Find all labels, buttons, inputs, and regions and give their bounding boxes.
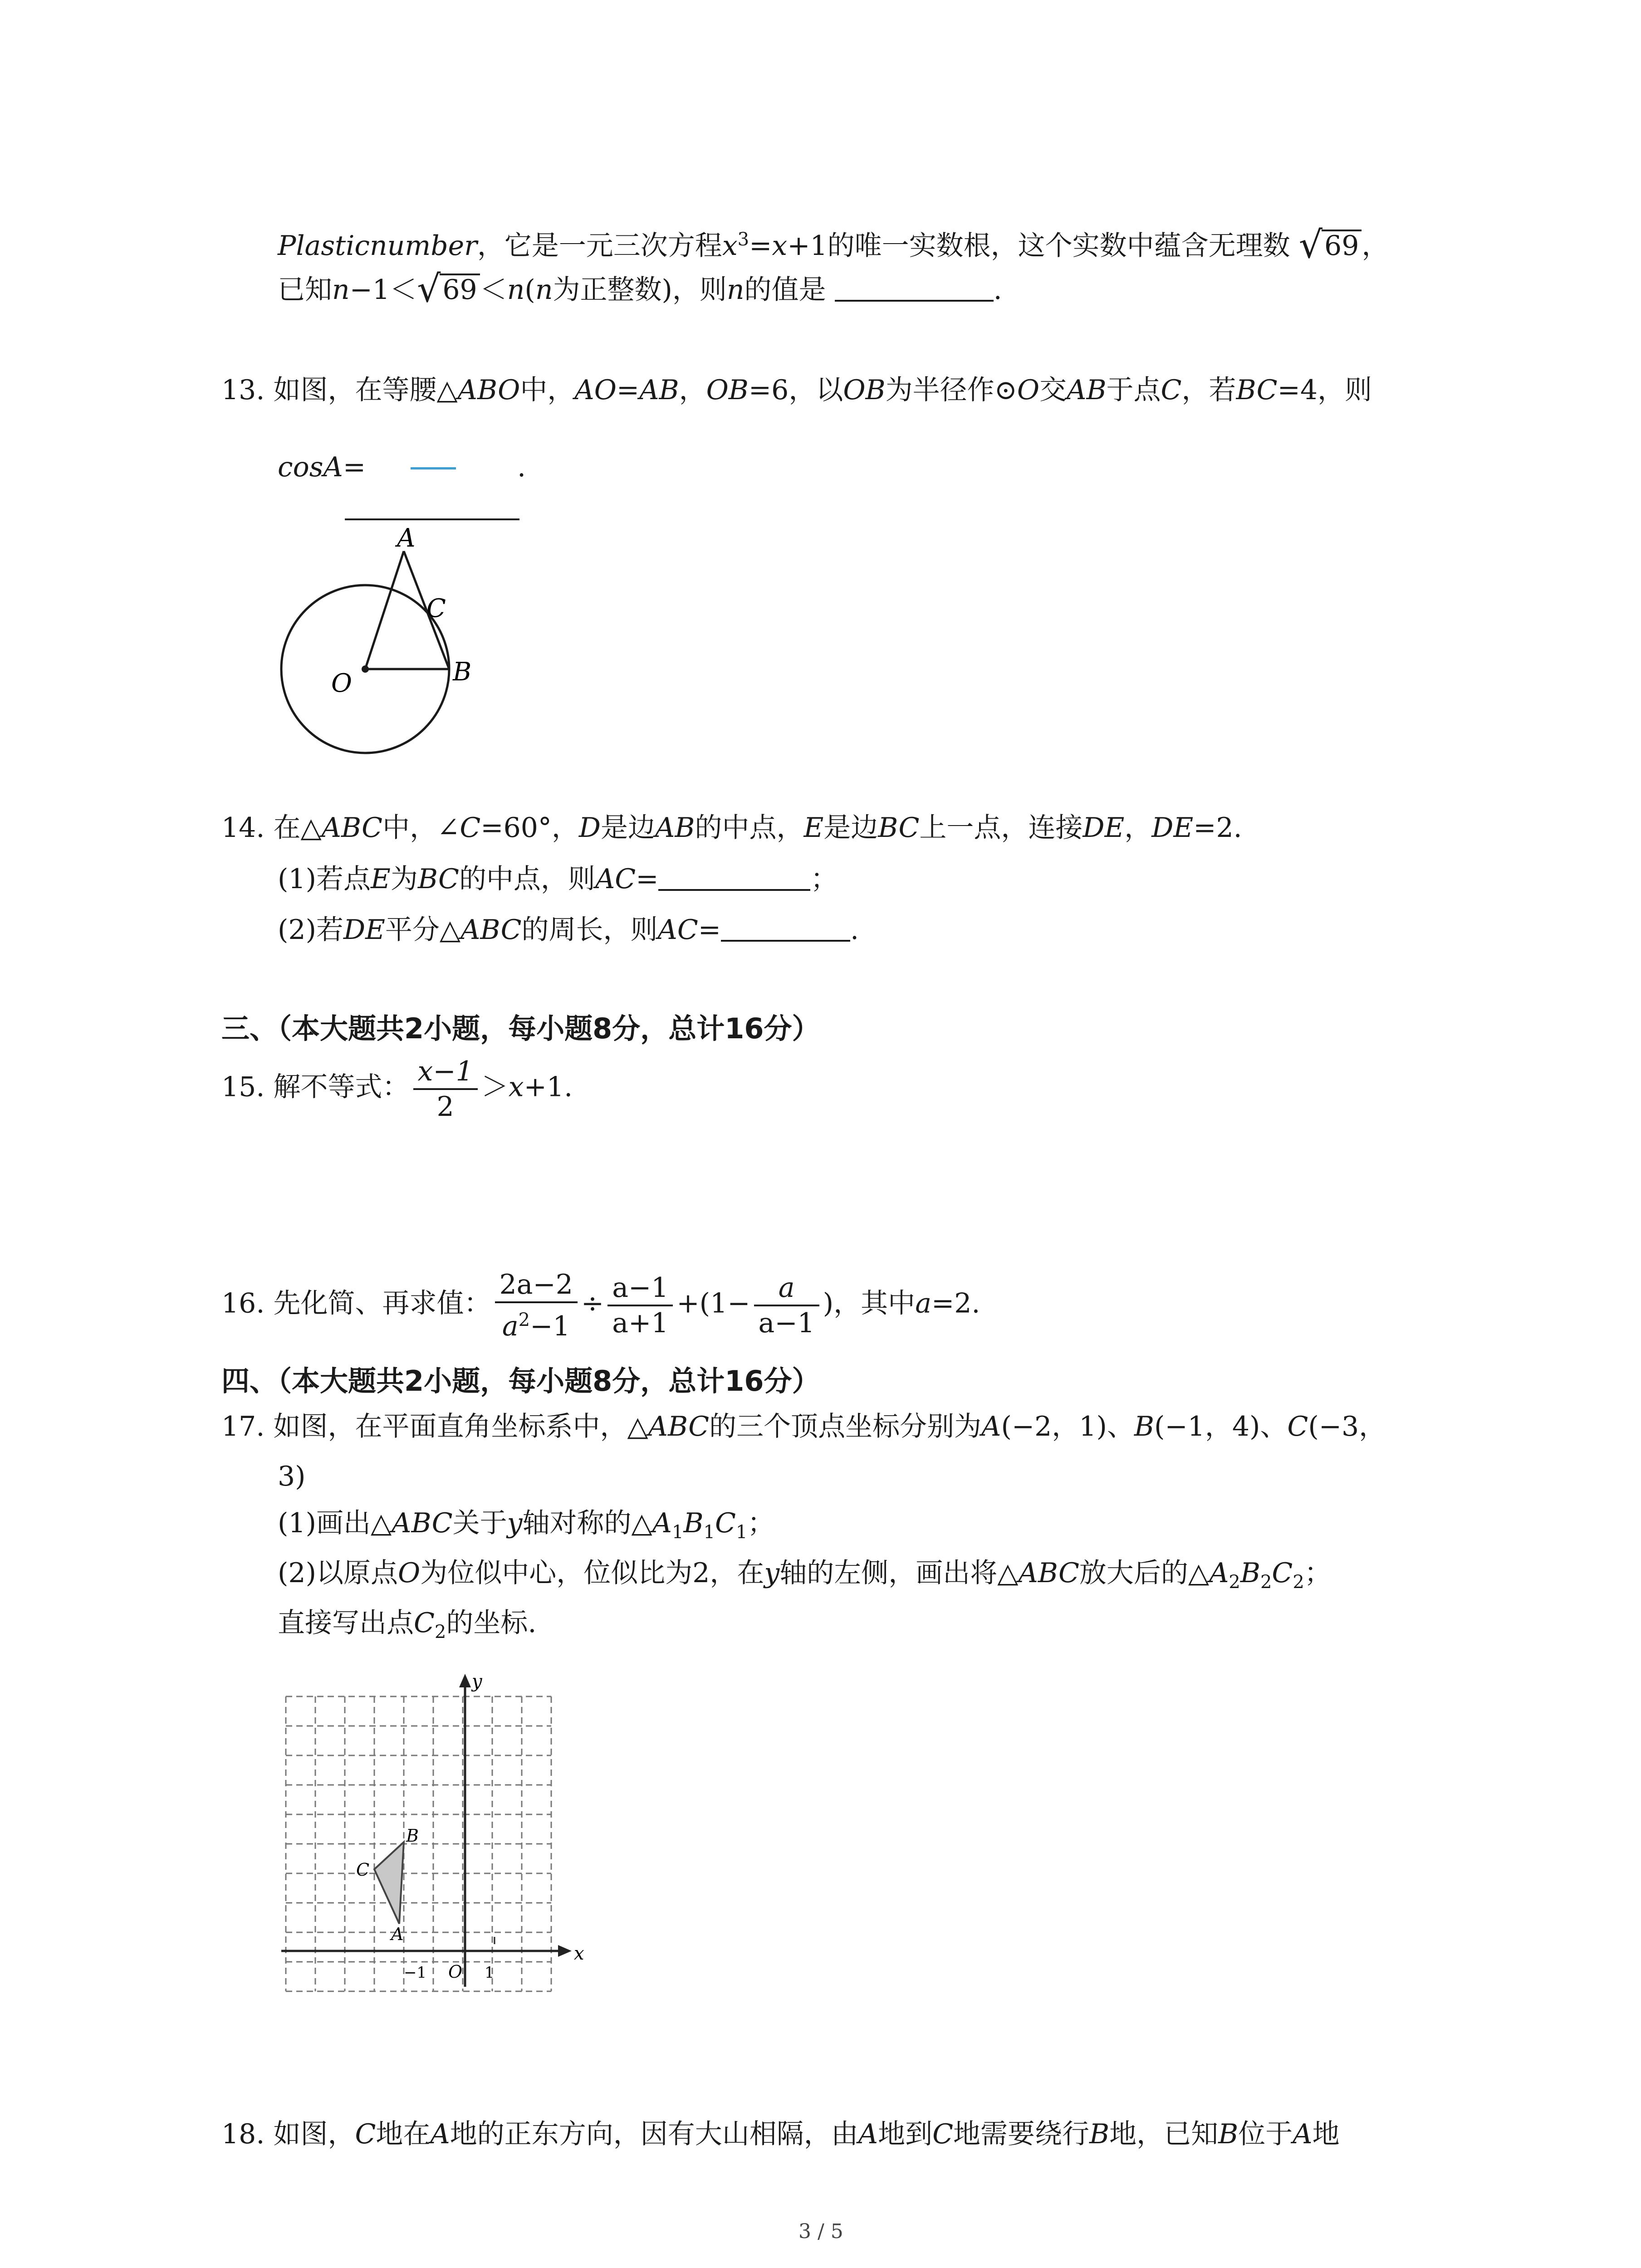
point-label-A: A [391,1924,404,1944]
q17-line1: 17. 如图，在平面直角坐标系中，△ABC的三个顶点坐标分别为A(−2，1)、B(−1，4)、C(−3， [221,1411,1386,1442]
triangle-ABC [374,1842,404,1924]
label-C: C [426,594,446,623]
point-label-B: B [406,1826,419,1846]
q17-line3: (1)画出△ABC关于y轴对称的$\triangle A_1B_1C_1$； [278,1507,775,1543]
label-O: O [331,669,352,698]
sqrt-icon: √ [417,268,441,311]
point-label-C: C [356,1860,370,1880]
q17-line4: (2)以原点O为位似中心，位似比为2，在y轴的左侧，画出将△ABC放大后的$\triangle A_2B_2C_2$； [278,1557,1332,1593]
fraction: $\frac{a}{a-1}$ [754,1271,819,1340]
fraction: $\frac{2a-2}{a^2-1}$ [495,1268,578,1343]
fraction: $\frac{x-1}{2}$ [413,1055,478,1124]
answer-dash [411,467,456,469]
q15: 15. 解不等式： $\frac{x-1}{2}$ ＞x+1. [221,1056,573,1123]
tick-label-neg1: −1 [404,1964,427,1982]
label-B: B [453,657,472,687]
q17-line5: 直接写出点$C_2$的坐标. [278,1607,537,1642]
q18-line1: 18. 如图，C地在A地的正东方向，因有大山相隔，由A地到C地需要绕行B地，已知B位于A地 [221,2118,1340,2150]
coordinate-grid-figure [272,1669,590,1996]
tick-label-1: 1 [485,1964,495,1982]
y-axis-arrow-icon [459,1674,471,1687]
q16: 16. 先化简、再求值： $\frac{2a-2}{a^2-1}$ ÷ $\frac{a-1}{a+1}$ +(1− $\frac{a}{a-1}$ )，其中a=2. [221,1269,980,1342]
q14-line1: 14. 在△ABC中，∠C=60°，D是边AB的中点，E是边BC上一点，连接DE，DE=2. [221,812,1242,844]
answer-blank[interactable] [721,914,850,942]
answer-blank[interactable] [835,274,994,302]
q13-line2-end: . [517,451,526,483]
answer-blank[interactable] [658,864,810,891]
q13-figure [254,508,535,762]
section-3-heading: 三、（本大题共2小题，每小题8分，总计16分） [221,1012,820,1045]
x-axis-arrow-icon [558,1945,572,1957]
q14-line3: (2)若DE平分△ABC的周长，则AC= . [278,914,859,946]
sqrt-icon: √ [1298,224,1323,267]
fraction: $\frac{a-1}{a+1}$ [607,1271,673,1340]
axis-label-x: x [574,1943,584,1964]
q13-line1: 13. 如图，在等腰△ABO中，AO=AB，OB=6，以OB为半径作⊙O交AB于点C，若BC=4，则 [221,374,1372,406]
section-4-heading: 四、（本大题共2小题，每小题8分，总计16分） [221,1364,820,1398]
q13-line2: cosA= [278,451,366,483]
q14-line2: (1)若点E为BC的中点，则AC= ； [278,863,838,895]
page-number: 3 / 5 [798,2220,843,2243]
origin-label: O [448,1962,463,1982]
q17-line2: 3) [278,1461,306,1492]
label-A: A [397,523,416,553]
axis-label-y: y [472,1671,482,1692]
q12-line1: Plasticnumber，它是一元三次方程$x^3=x+1$的唯一实数根，这个实数中蕴含无理数 √69 ， [278,224,1389,267]
q12-line2: 已知n−1＜√69 ＜n(n为正整数)，则n的值是 . [278,268,1002,311]
